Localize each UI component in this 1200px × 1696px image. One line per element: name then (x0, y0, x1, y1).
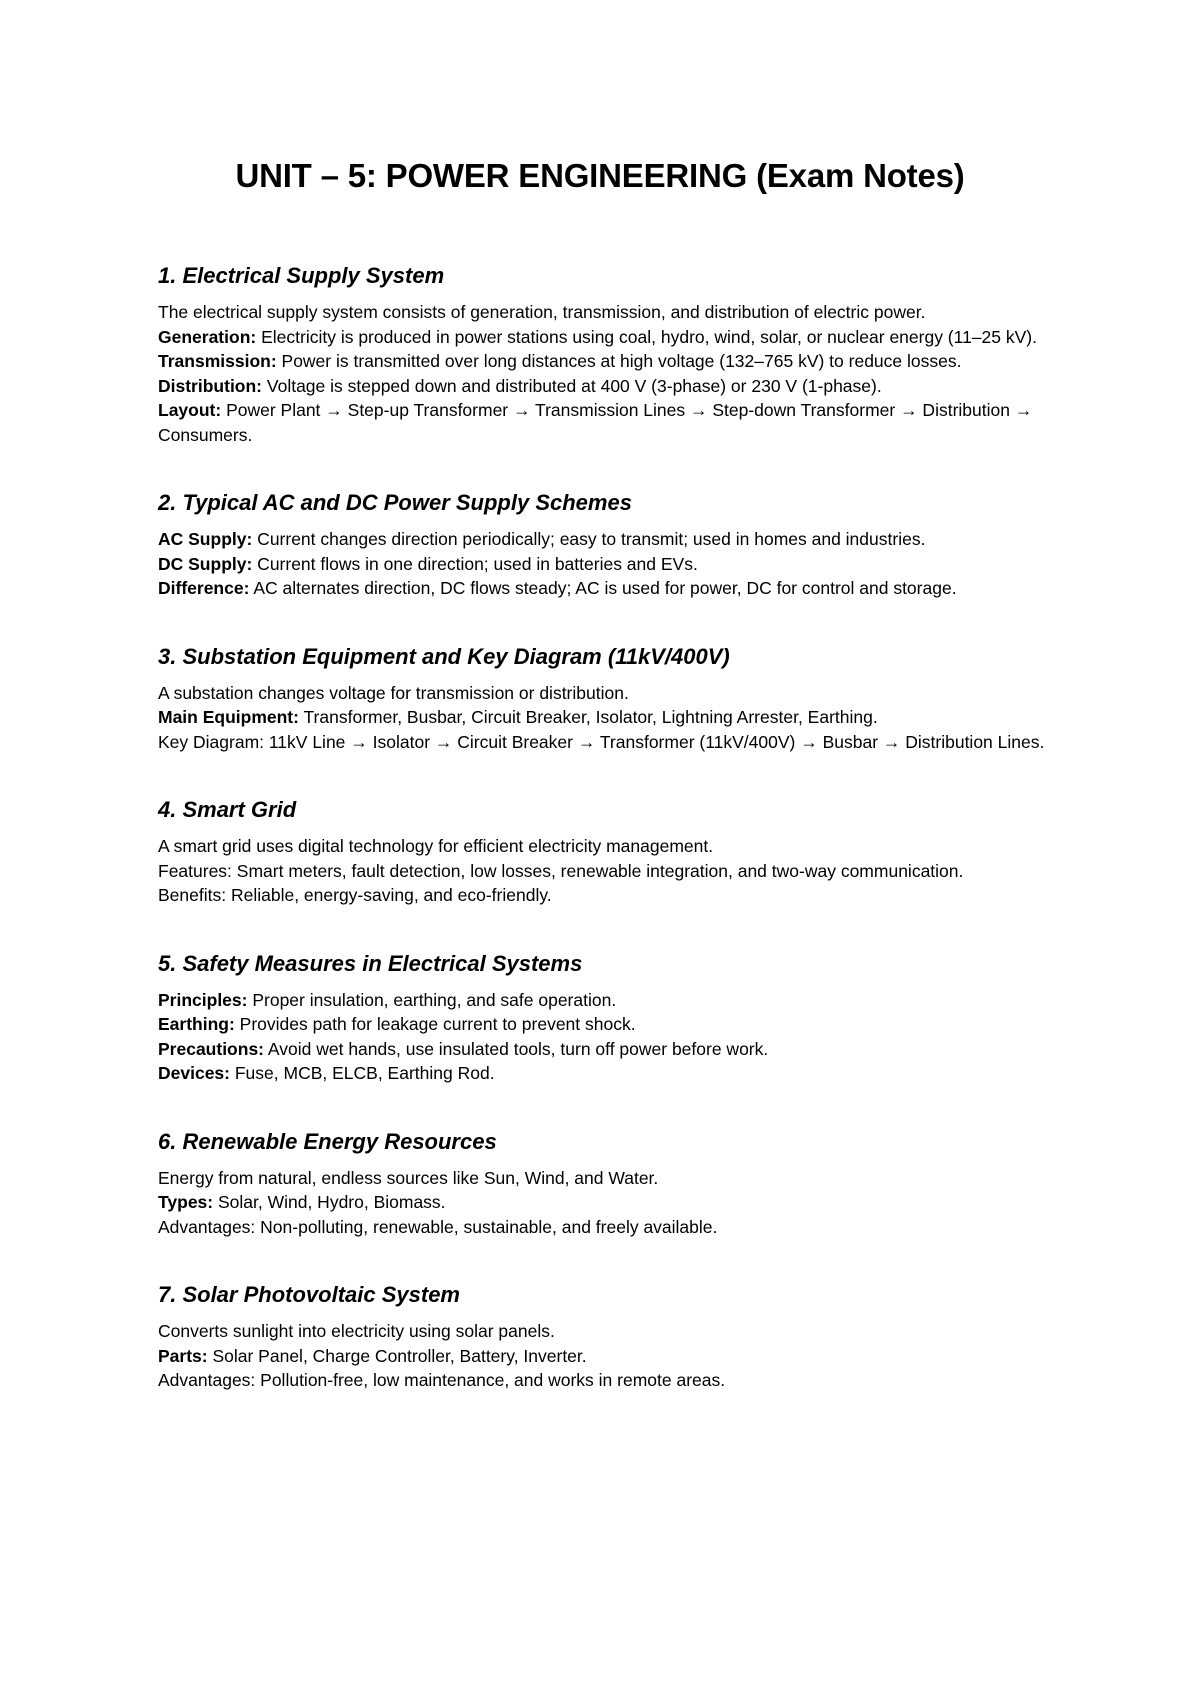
section-heading: 2. Typical AC and DC Power Supply Schemes (158, 490, 632, 515)
term-label: Distribution: (158, 375, 263, 396)
line-text: Transformer, Busbar, Circuit Breaker, Isolator, Lightning Arrester, Earthing. (298, 707, 878, 727)
line-text: Solar Panel, Charge Controller, Battery, Inverter. (207, 1345, 587, 1366)
line-text: Features: Smart meters, fault detection, low losses, renewable integration, and two-way communication. (158, 860, 964, 881)
paragraph-line (158, 349, 1058, 374)
section-heading: 5. Safety Measures in Electrical Systems (158, 950, 583, 976)
section-smart-grid (158, 796, 1058, 908)
line-text: Power is transmitted over long distances at high voltage (132–765 kV) to reduce losses. (276, 351, 962, 371)
term-label: Difference: (158, 578, 250, 598)
line-text: Provides path for leakage current to prevent shock. (234, 1014, 636, 1034)
term-label: Transmission: (158, 351, 277, 371)
section-solar-pv-system (158, 1281, 1058, 1393)
section-heading: 1. Electrical Supply System (158, 263, 445, 288)
line-text: Avoid wet hands, use insulated tools, turn off power before work. (264, 1038, 769, 1059)
line-text: Current changes direction periodically; easy to transmit; used in homes and industries. (252, 529, 926, 549)
line-text: Advantages: Non-polluting, renewable, sustainable, and freely available. (158, 1216, 718, 1237)
section-heading: 7. Solar Photovoltaic System (158, 1282, 460, 1307)
notes-content (158, 262, 1058, 1435)
paragraph-line (158, 374, 1058, 399)
term-label: Earthing: (158, 1014, 235, 1034)
paragraph-line (158, 1190, 1058, 1215)
line-text: Solar, Wind, Hydro, Biomass. (213, 1192, 446, 1212)
paragraph-line (158, 883, 1058, 908)
line-text: AC alternates direction, DC flows steady; AC is used for power, DC for control and storage. (249, 578, 957, 598)
line-text: Advantages: Pollution-free, low maintenance, and works in remote areas. (158, 1370, 726, 1390)
term-label: Layout: (158, 400, 222, 420)
page-title: UNIT – 5: POWER ENGINEERING (Exam Notes) (235, 157, 965, 194)
paragraph-line (158, 1012, 1058, 1037)
term-label: Parts: (158, 1345, 208, 1366)
line-text: Current flows in one direction; used in batteries and EVs. (252, 553, 698, 574)
line-text: Electricity is produced in power stations using coal, hydro, wind, solar, or nuclear energy (11–25 kV). (256, 326, 1037, 347)
paragraph-line (158, 730, 1058, 755)
section-renewable-energy (158, 1128, 1058, 1240)
paragraph-line (158, 859, 1058, 884)
paragraph-line (158, 398, 1058, 447)
section-ac-dc-supply-schemes (158, 489, 1058, 601)
paragraph-line (158, 527, 1058, 552)
line-text: Converts sunlight into electricity using solar panels. (158, 1321, 555, 1341)
section-substation-equipment (158, 643, 1058, 755)
section-heading: 6. Renewable Energy Resources (158, 1128, 497, 1154)
term-label: Principles: (158, 989, 248, 1010)
line-text: Voltage is stepped down and distributed at 400 V (3-phase) or 230 V (1-phase). (262, 375, 882, 396)
term-label: Main Equipment: (158, 707, 299, 727)
line-text: A smart grid uses digital technology for efficient electricity management. (158, 836, 714, 856)
paragraph-line (158, 325, 1058, 350)
line-text: Key Diagram: 11kV Line → Isolator → Circuit Breaker → Transformer (11kV/400V) → Busbar → Distribution Lines. (158, 731, 1045, 752)
section-heading: 4. Smart Grid (158, 797, 297, 822)
term-label: Types: (158, 1192, 214, 1212)
section-electrical-supply-system (158, 262, 1058, 447)
line-text: Benefits: Reliable, energy-saving, and eco-friendly. (158, 885, 552, 905)
line-text: Energy from natural, endless sources like Sun, Wind, and Water. (158, 1167, 659, 1188)
paragraph-line (158, 1061, 1058, 1086)
paragraph-line (158, 576, 1058, 601)
paragraph-line (158, 1166, 1058, 1191)
line-text: A substation changes voltage for transmission or distribution. (158, 682, 629, 703)
paragraph-line (158, 300, 1058, 325)
paragraph-line (158, 1344, 1058, 1369)
line-text: Proper insulation, earthing, and safe operation. (247, 989, 617, 1010)
term-label: Devices: (158, 1063, 230, 1083)
term-label: DC Supply: (158, 553, 253, 574)
paragraph-line (158, 834, 1058, 859)
paragraph-line (158, 988, 1058, 1013)
term-label: Precautions: (158, 1038, 264, 1059)
paragraph-line (158, 1368, 1058, 1393)
paragraph-line (158, 1319, 1058, 1344)
paragraph-line (158, 552, 1058, 577)
section-safety-measures (158, 950, 1058, 1086)
term-label: AC Supply: (158, 529, 253, 549)
line-text: The electrical supply system consists of generation, transmission, and distribution of electric power. (158, 302, 926, 322)
paragraph-line (158, 681, 1058, 706)
paragraph-line (158, 1215, 1058, 1240)
paragraph-line (158, 705, 1058, 730)
line-text: Fuse, MCB, ELCB, Earthing Rod. (230, 1063, 495, 1083)
line-text: Power Plant → Step-up Transformer → Transmission Lines → Step-down Transformer → Distribution → Consumers. (158, 400, 1033, 445)
section-heading: 3. Substation Equipment and Key Diagram (11kV/400V) (158, 643, 730, 669)
term-label: Generation: (158, 326, 257, 347)
paragraph-line (158, 1037, 1058, 1062)
